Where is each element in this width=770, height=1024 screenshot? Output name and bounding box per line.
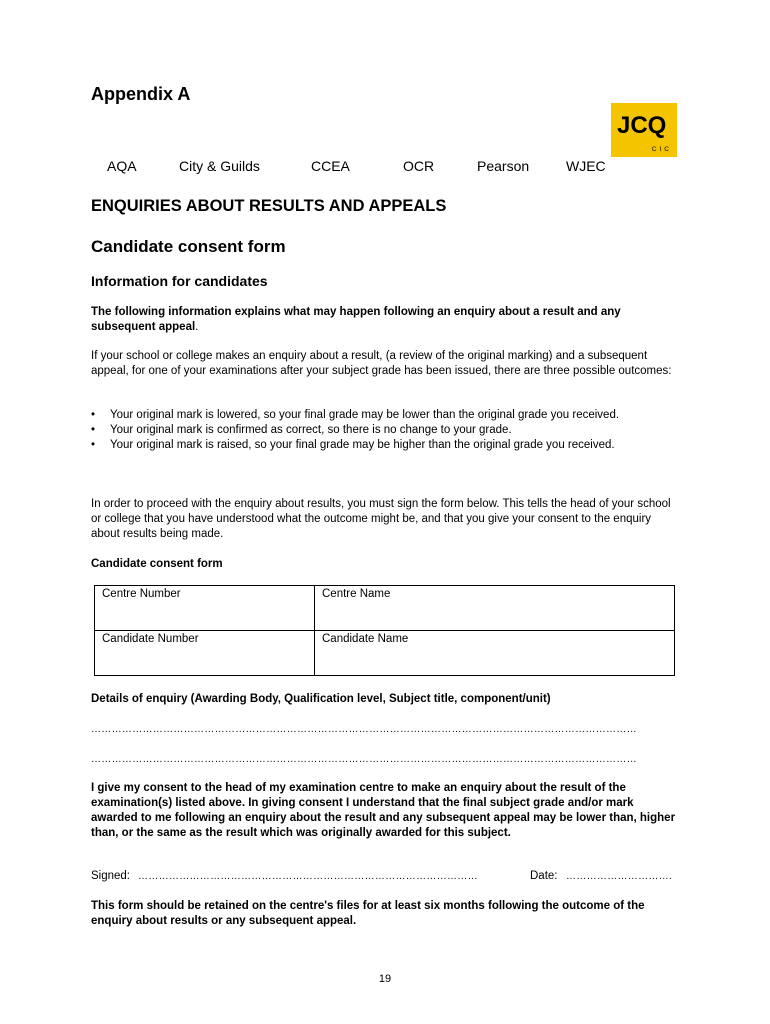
- main-heading: ENQUIRIES ABOUT RESULTS AND APPEALS: [91, 197, 447, 215]
- appendix-title: Appendix A: [91, 84, 191, 104]
- table-row: [95, 631, 675, 676]
- consent-form-label: Candidate consent form: [91, 558, 223, 570]
- enquiry-details-line-1[interactable]: ……………………………………………………………………………………………………………………………………………: [91, 724, 637, 735]
- outcomes-paragraph: If your school or college makes an enquiry about a result, (a review of the original marking) and a subsequent appeal, for one of your examinations after your subject grade has been issued, there are three possible outcomes:: [91, 350, 672, 377]
- retention-note: This form should be retained on the centre's files for at least six months following the outcome of the enquiry about results or any subsequent appeal.: [91, 900, 645, 927]
- page-number: 19: [378, 973, 392, 985]
- candidate-details-table: [94, 585, 675, 676]
- awarding-body-ccea: CCEA: [311, 158, 350, 174]
- awarding-body-pearson: Pearson: [477, 158, 530, 174]
- jcq-logo: [611, 103, 677, 157]
- awarding-body-city-guilds: City & Guilds: [179, 158, 260, 174]
- candidate-number-field[interactable]: Candidate Number: [95, 631, 315, 676]
- outcomes-list: [91, 408, 681, 453]
- proceed-paragraph: In order to proceed with the enquiry about results, you must sign the form below. This tells the head of your school or college that you have understood what the outcome might be, and that you give your consent to the enquiry about results being made.: [91, 498, 671, 540]
- enquiry-details-line-2[interactable]: ……………………………………………………………………………………………………………………………………………: [91, 754, 637, 765]
- outcome-item-lowered: • Your original mark is lowered, so your final grade may be lower than the original grade you received.: [91, 408, 681, 423]
- info-heading: Information for candidates: [91, 273, 268, 289]
- logo-text: JCQ: [617, 112, 667, 139]
- candidate-name-field[interactable]: Candidate Name: [315, 631, 675, 676]
- consent-statement: I give my consent to the head of my examination centre to make an enquiry about the result of the examination(s) listed above. In giving consent I understand that the final subject grade and/or mark awarded to me following an enquiry about the result and any subsequent appeal may be lower than, higher than, or the same as the result which was originally awarded for this subject.: [91, 782, 676, 839]
- date-line[interactable]: ………………………….: [566, 871, 673, 882]
- intro-paragraph: [91, 305, 681, 335]
- signed-label: Signed:: [91, 870, 131, 882]
- signature-line[interactable]: ………………………………………………………………………………………: [138, 871, 478, 882]
- table-row: [95, 586, 675, 631]
- awarding-body-wjec: WJEC: [566, 158, 606, 174]
- awarding-body-aqa: AQA: [107, 158, 137, 174]
- outcome-item-confirmed: • Your original mark is confirmed as correct, so there is no change to your grade.: [91, 423, 681, 438]
- awarding-body-ocr: OCR: [403, 158, 435, 174]
- form-heading: Candidate consent form: [91, 237, 286, 256]
- outcome-item-raised: • Your original mark is raised, so your final grade may be higher than the original grade you received.: [91, 438, 681, 453]
- date-label: Date:: [530, 870, 558, 882]
- enquiry-details-label: Details of enquiry (Awarding Body, Qualification level, Subject title, component/unit): [91, 693, 551, 705]
- intro-bold-text: The following information explains what may happen following an enquiry about a result and any subsequent appeal: [91, 306, 621, 333]
- centre-number-field[interactable]: Centre Number: [95, 586, 315, 631]
- intro-period: .: [195, 321, 199, 333]
- logo-subtext: CIC: [651, 146, 672, 153]
- centre-name-field[interactable]: Centre Name: [315, 586, 675, 631]
